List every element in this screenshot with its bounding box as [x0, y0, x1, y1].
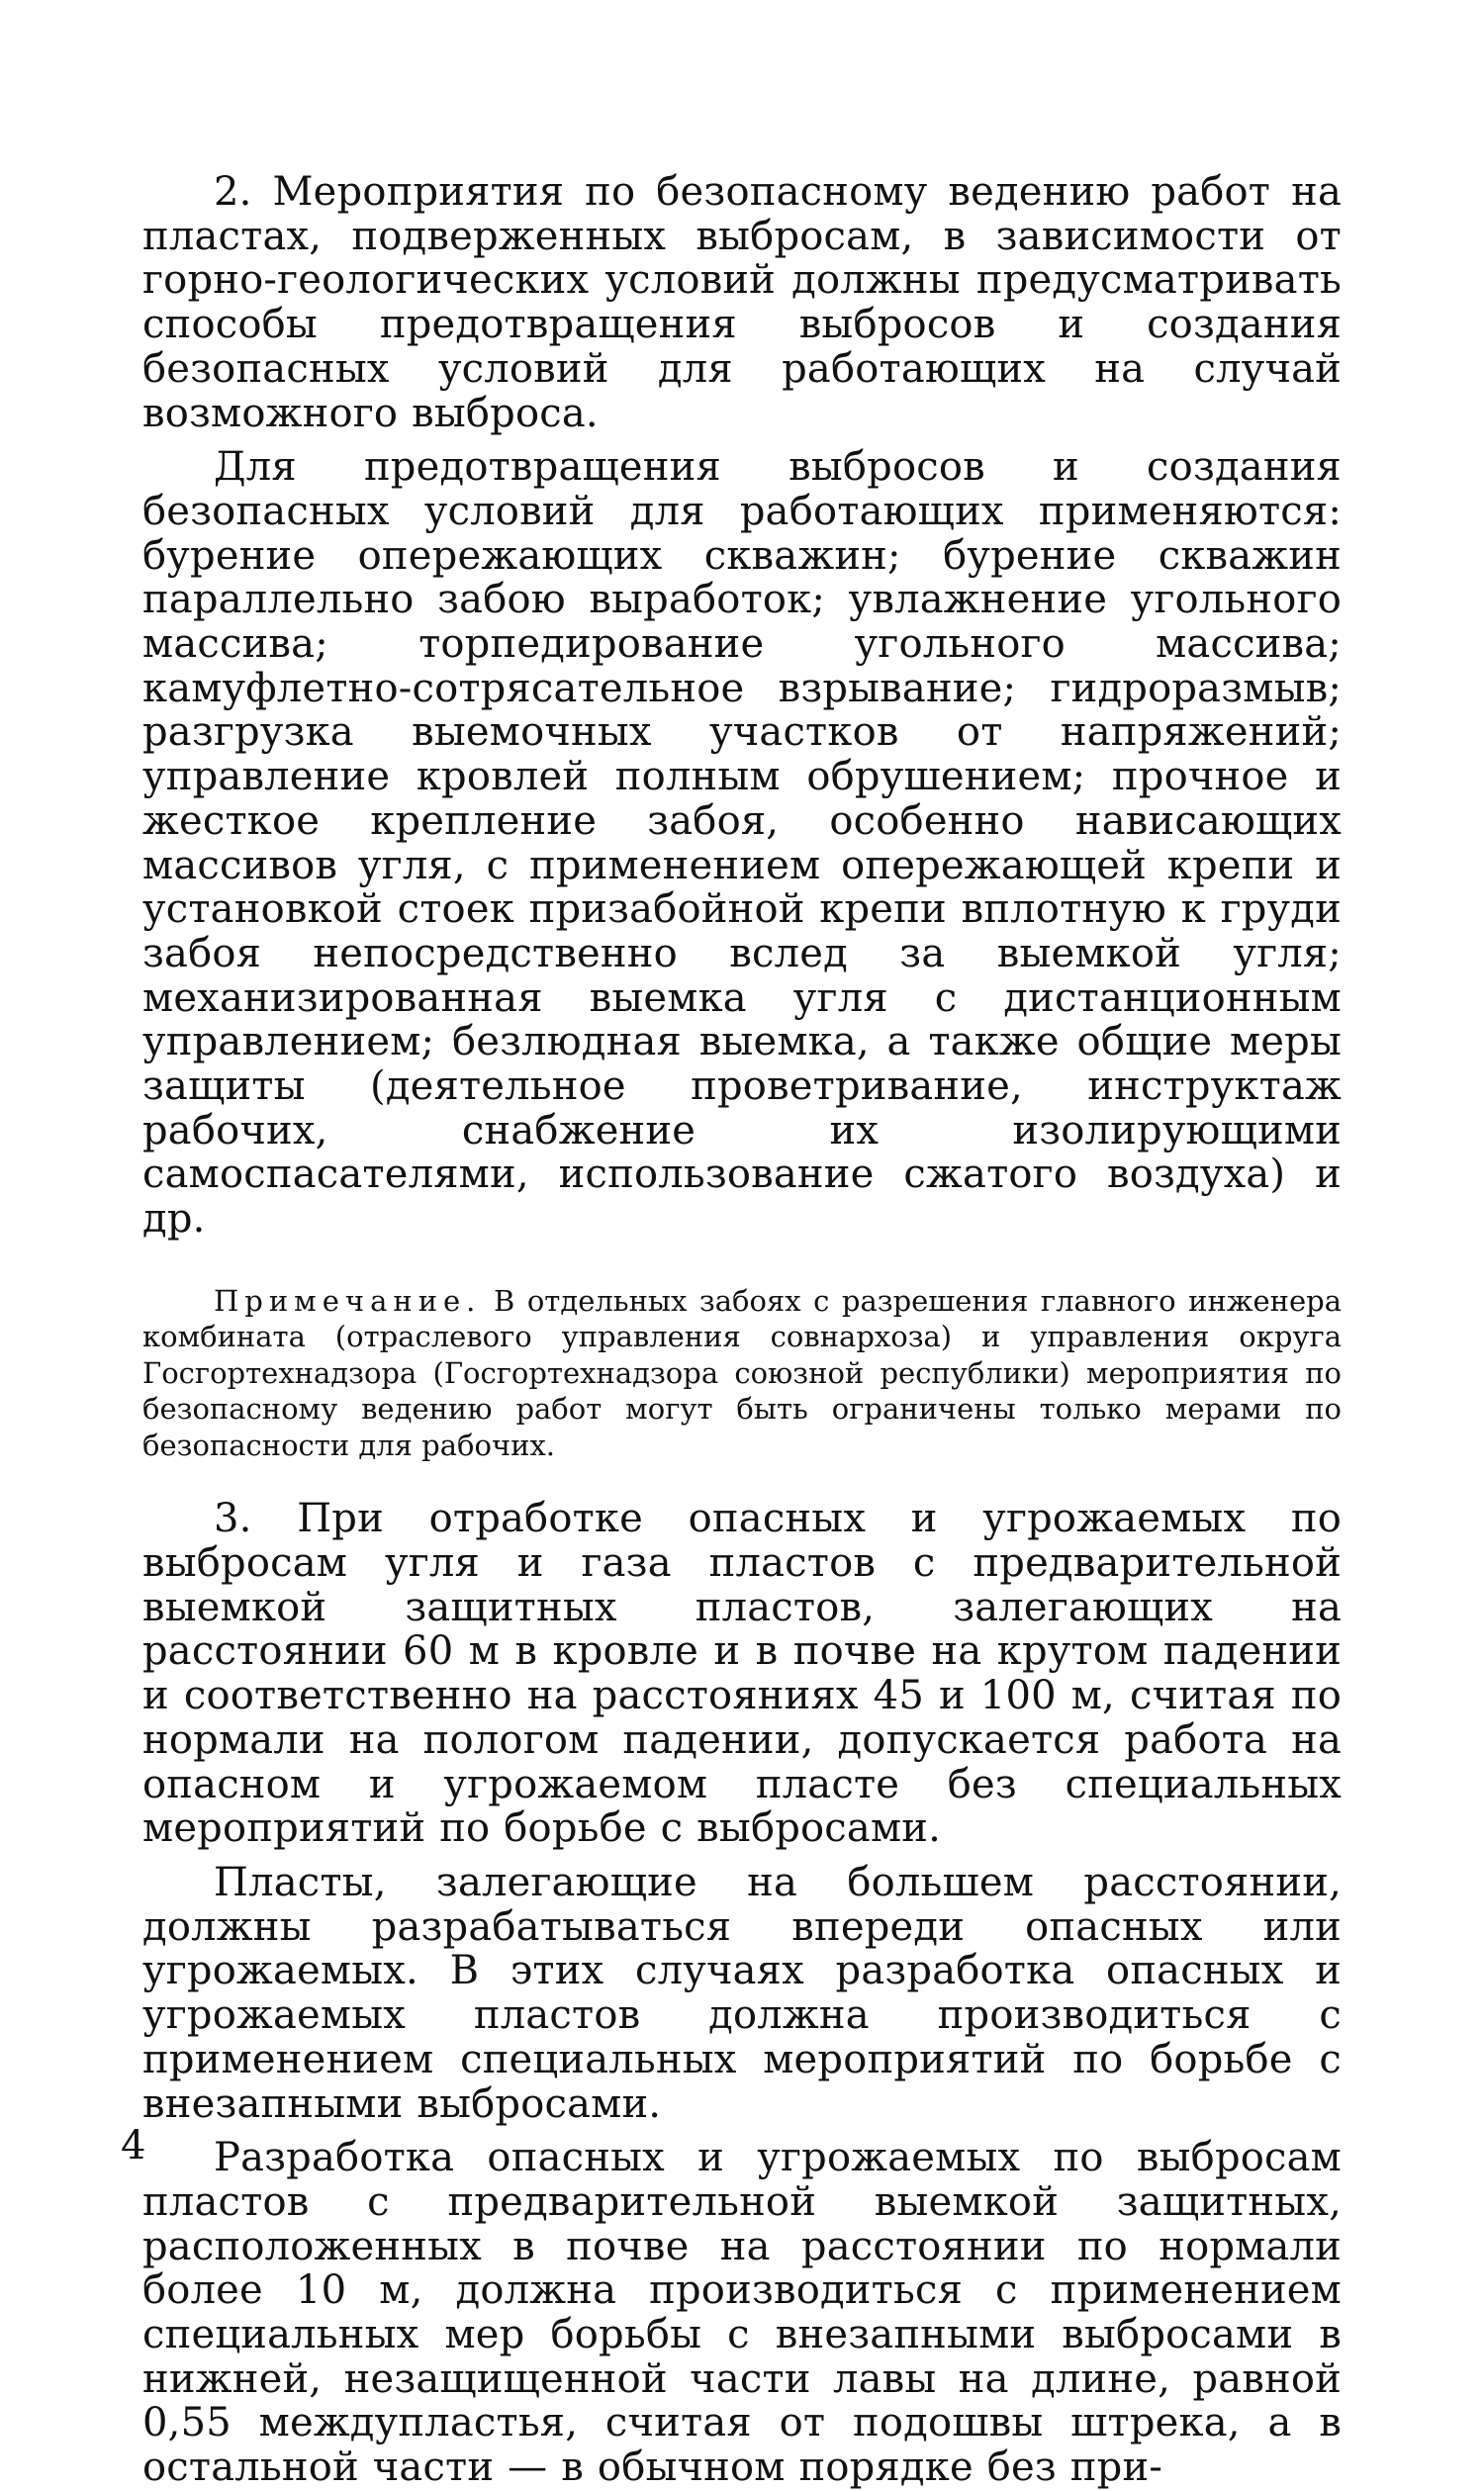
- page-number: 4: [121, 2123, 146, 2168]
- note-text: В отдельных забоях с разрешения главного инженера комбината (отраслевого управления совнархоза) и управления округа Госгортехнадзора (Госгортехнадзора союзной республики) мероприятия по безопасному ведению работ могут быть ограничены только мерами по безопасности для рабочих.: [142, 1283, 1342, 1462]
- paragraph-prevention-methods: Для предотвращения выбросов и создания безопасных условий для работающих применяются: бурение опережающих скважин; бурение скважин параллельно забою выработок; увлажнение угольного массива; торпедирование угольного массива; камуфлетно-сотрясательное взрывание; гидроразмыв; разгрузка выемочных участков от напряжений; управление кровлей полным обрушением; прочное и жесткое крепление забоя, особенно нависающих массивов угля, с применением опережающей крепи и установкой стоек призабойной крепи вплотную к груди забоя непосредственно вслед за выемкой угля; механизированная выемка угля с дистанционным управлением; безлюдная выемка, а также общие меры защиты (деятельное проветривание, инструктаж рабочих, снабжение их изолирующими самоспасателями, использование сжатого воздуха) и др.: [142, 444, 1342, 1243]
- paragraph-development: Разработка опасных и угрожаемых по выбросам пластов с предварительной выемкой защитных, расположенных в почве на расстоянии по нормали более 10 м, должна производиться с применением специальных мер борьбы с внезапными выбросами в нижней, незащищенной части лавы на длине, равной 0,55 междупластья, считая от подошвы штрека, а в остальной части — в обычном порядке без при-: [142, 2135, 1342, 2490]
- paragraph-3-protective-seams: 3. При отработке опасных и угрожаемых по выбросам угля и газа пластов с предварительной выемкой защитных пластов, залегающих на расстоянии 60 м в кровле и в почве на крутом падении и соответственно на расстояниях 45 и 100 м, считая по нормали на пологом падении, допускается работа на опасном и угрожаемом пласте без специальных мероприятий по борьбе с выбросами.: [142, 1496, 1342, 1852]
- page-body: [142, 170, 1342, 2490]
- paragraph-2-measures: 2. Мероприятия по безопасному ведению работ на пластах, подверженных выбросам, в зависимости от горно-геологических условий должны предусматривать способы предотвращения выбросов и создания безопасных условий для работающих на случай возможного выброса.: [142, 169, 1342, 436]
- note-label: Примечание.: [214, 1283, 482, 1318]
- paragraph-seams-distance: Пласты, залегающие на большем расстоянии, должны разрабатываться впереди опасных или угрожаемых. В этих случаях разработка опасных и угрожаемых пластов должна производиться с применением специальных мероприятий по борьбе с внезапными выбросами.: [142, 1860, 1342, 2127]
- note-block: [142, 1283, 1342, 1464]
